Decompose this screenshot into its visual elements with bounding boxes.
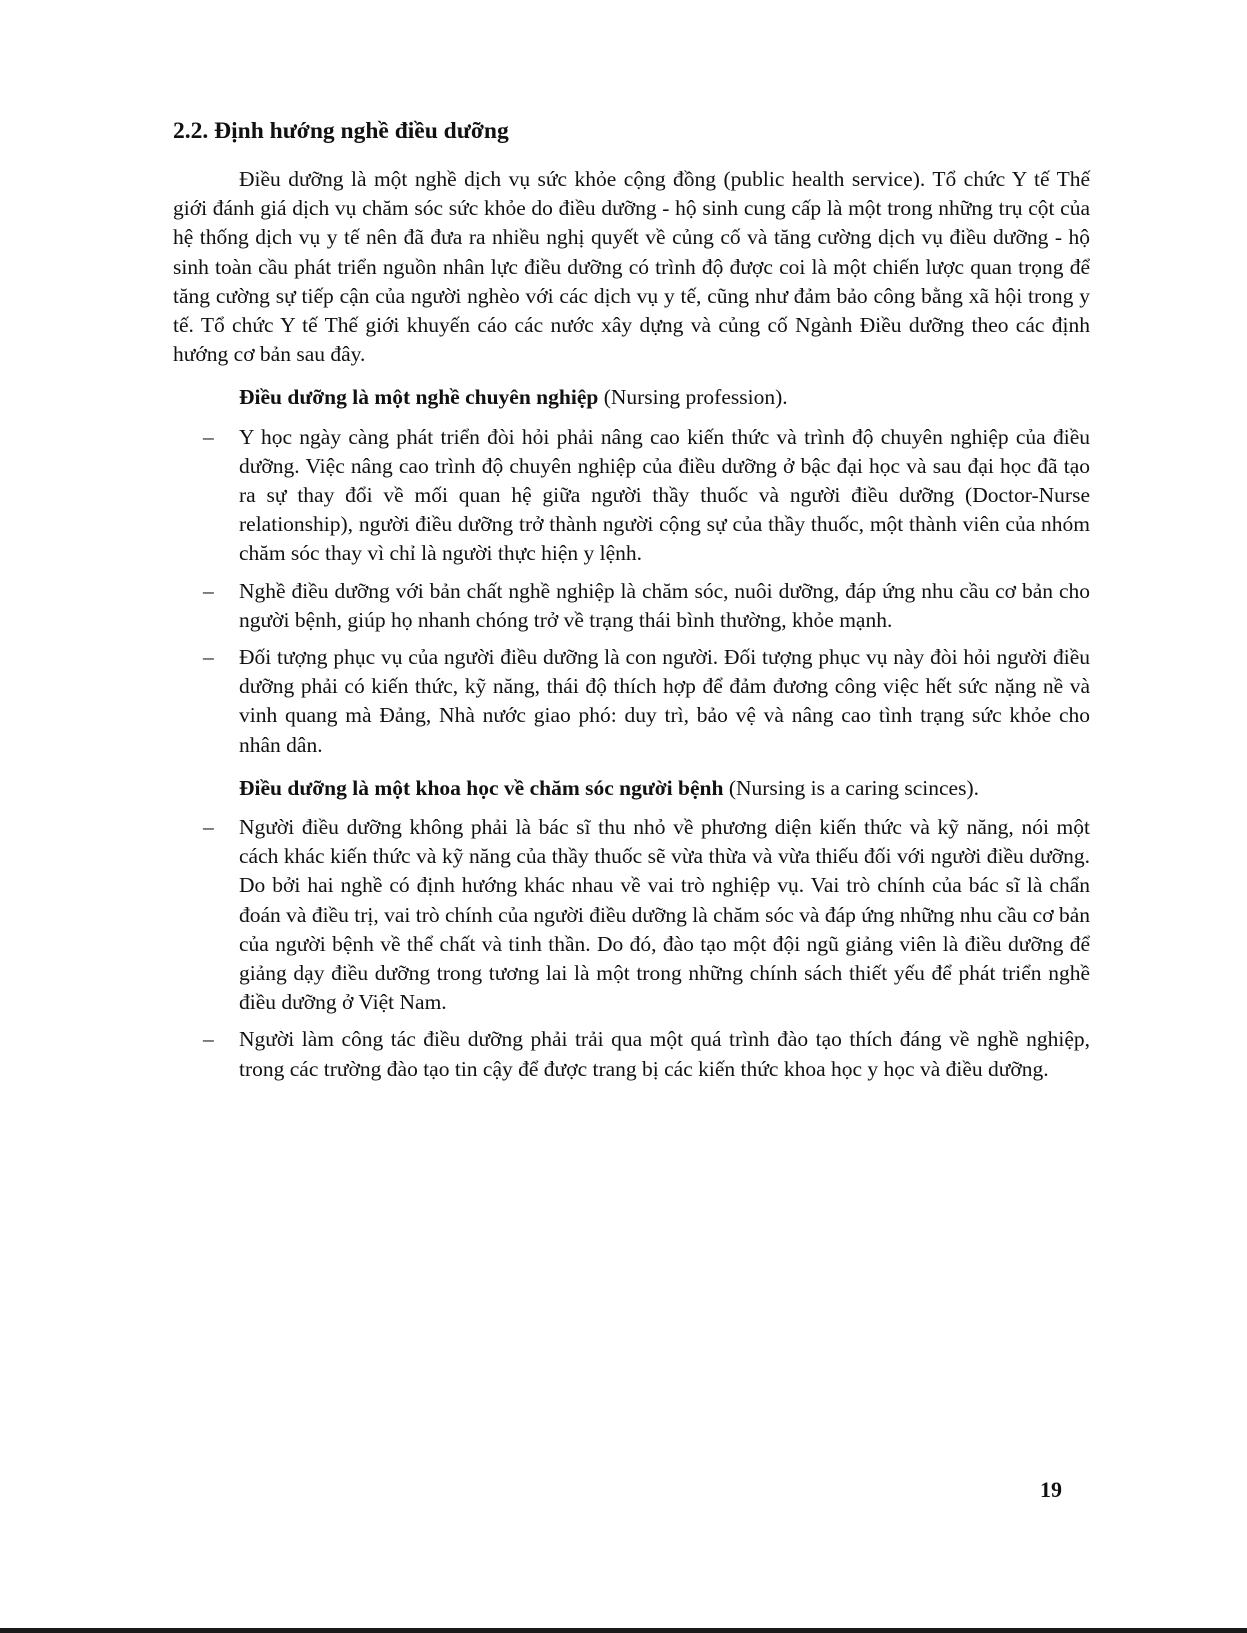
bullet-list-1: [173, 423, 1090, 760]
page-number: 19: [1040, 1477, 1062, 1502]
dash-mark: –: [203, 815, 214, 840]
subsection-title-2-rest: (Nursing is a caring scinces).: [723, 775, 979, 800]
list-item: [173, 813, 1090, 1017]
bullet-list-2: [173, 813, 1090, 1084]
list-item: [173, 577, 1090, 635]
list-item: [173, 643, 1090, 760]
scan-edge-rule: [0, 1628, 1247, 1633]
section-heading: 2.2. Định hướng nghề điều dưỡng: [173, 118, 509, 144]
subsection-title-2-bold: Điều dưỡng là một khoa học về chăm sóc người bệnh: [239, 775, 724, 800]
list-item-text: Người làm công tác điều dưỡng phải trải qua một quá trình đào tạo thích đáng về nghề nghiệp, trong các trường đào tạo tin cậy để được trang bị các kiến thức khoa học y học và điều dưỡng.: [239, 1027, 1090, 1081]
list-item-text: Đối tượng phục vụ của người điều dưỡng là con người. Đối tượng phục vụ này đòi hỏi người điều dưỡng phải có kiến thức, kỹ năng, thái độ thích hợp để đảm đương công việc hết sức nặng nề và vinh quang mà Đảng, Nhà nước giao phó: duy trì, bảo vệ và nâng cao tình trạng sức khỏe cho nhân dân.: [239, 645, 1090, 757]
dash-mark: –: [203, 1027, 214, 1052]
list-item: [173, 423, 1090, 569]
document-page: [173, 118, 1090, 1092]
intro-paragraph: Điều dưỡng là một nghề dịch vụ sức khỏe cộng đồng (public health service). Tổ chức Y tế Thế giới đánh giá dịch vụ chăm sóc sức khỏe do điều dưỡng - hộ sinh cung cấp là một trong những trụ cột của hệ thống dịch vụ y tế nên đã đưa ra nhiều nghị quyết về củng cố và tăng cường dịch vụ điều dưỡng - hộ sinh toàn cầu phát triển nguồn nhân lực điều dưỡng có trình độ được coi là một chiến lược quan trọng để tăng cường sự tiếp cận của người nghèo với các dịch vụ y tế, cũng như đảm bảo công bằng xã hội trong y tế. Tổ chức Y tế Thế giới khuyến cáo các nước xây dựng và củng cố Ngành Điều dưỡng theo các định hướng cơ bản sau đây.: [173, 167, 1090, 367]
dash-mark: –: [203, 424, 214, 449]
list-item-text: Y học ngày càng phát triển đòi hỏi phải nâng cao kiến thức và trình độ chuyên nghiệp của điều dưỡng. Việc nâng cao trình độ chuyên nghiệp của điều dưỡng ở bậc đại học và sau đại học đã tạo ra sự thay đổi về mối quan hệ giữa người thầy thuốc và người điều dưỡng (Doctor-Nurse relationship), người điều dưỡng trở thành người cộng sự của thầy thuốc, một thành viên của nhóm chăm sóc thay vì chỉ là người thực hiện y lệnh.: [239, 424, 1090, 566]
dash-mark: –: [203, 645, 214, 670]
list-item-text: Nghề điều dưỡng với bản chất nghề nghiệp là chăm sóc, nuôi dưỡng, đáp ứng nhu cầu cơ bản cho người bệnh, giúp họ nhanh chóng trở về trạng thái bình thường, khỏe mạnh.: [239, 578, 1090, 632]
list-item-text: Người điều dưỡng không phải là bác sĩ thu nhỏ về phương diện kiến thức và kỹ năng, nói một cách khác kiến thức và kỹ năng của thầy thuốc sẽ vừa thừa và vừa thiếu đối với người điều dưỡng. Do bởi hai nghề có định hướng khác nhau về vai trò nghiệp vụ. Vai trò chính của bác sĩ là chẩn đoán và điều trị, vai trò chính của người điều dưỡng là chăm sóc và đáp ứng những nhu cầu cơ bản của người bệnh về thể chất và tinh thần. Do đó, đào tạo một đội ngũ giảng viên là điều dưỡng để giảng dạy điều dưỡng trong tương lai là một trong những chính sách thiết yếu để phát triển nghề điều dưỡng ở Việt Nam.: [239, 815, 1090, 1015]
subsection-title-1-bold: Điều dưỡng là một nghề chuyên nghiệp: [239, 385, 599, 410]
list-item: [173, 1025, 1090, 1083]
dash-mark: –: [203, 578, 214, 603]
subsection-title-2: [173, 774, 1090, 803]
subsection-title-1: [173, 383, 1090, 412]
subsection-title-1-rest: (Nursing profession).: [598, 385, 788, 410]
